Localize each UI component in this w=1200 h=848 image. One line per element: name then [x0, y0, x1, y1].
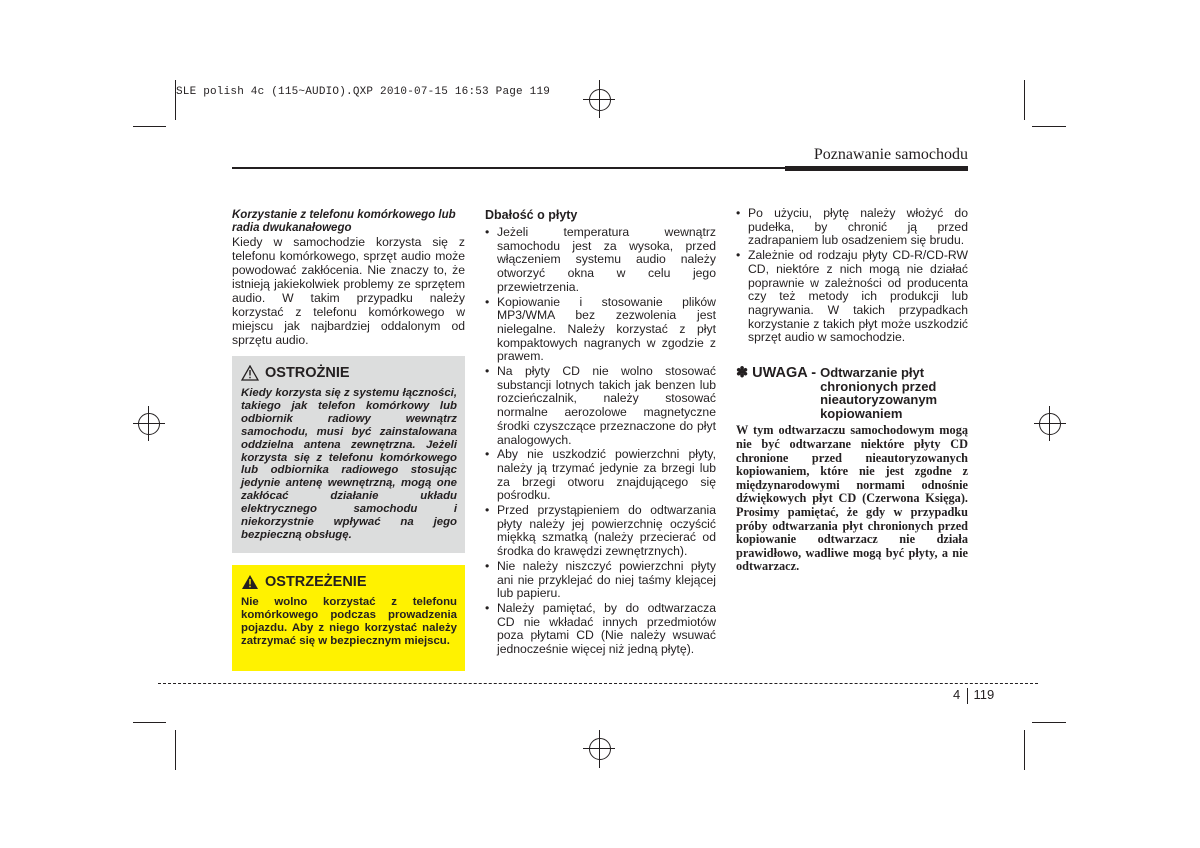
list-item: • Nie należy niszczyć powierzchni płyty ani nie przyklejać do niej taśmy klejącej lub papieru.: [485, 560, 716, 601]
list-item: • Na płyty CD nie wolno stosować substancji lotnych takich jak benzen lub rozcieńczalnik, należy stosować normalne aerozolowe magnetyczne środki czyszczące przeznaczone do płyt analogowych.: [485, 365, 716, 447]
column-2: [485, 208, 716, 658]
list-item: • Przed przystąpieniem do odtwarzania płyty należy jej powierzchnię oczyścić miękką szmatką (należy przecierać od środka do krawędzi zewnętrznych).: [485, 504, 716, 559]
caution-text: Kiedy korzysta się z systemu łączności, takiego jak telefon komórkowy lub odbiornik radiowy wewnątrz samochodu, musi być zainstalowana oddzielna antena zewnętrzna. Jeżeli korzysta się z telefonu komórkowego lub odbiornika radiowego stosując jedynie antenę wewnętrzną, mogą one zakłócać działanie układu elektrycznego samochodu i niekorzystnie wpływać na jego bezpieczną obsługę.: [241, 387, 457, 541]
note-text: W tym odtwarzaczu samochodowym mogą nie być odtwarzane niektóre płyty CD chronione przed nieautoryzowanych kopiowaniem, które nie jest zgodne z międzynarodowymi normami odnośnie dźwiękowych płyt CD (Czerwona Księga). Prosimy pamiętać, że gdy w przypadku próby odtwarzania płyt chronionych przed kopiowanie odtwarzacz nie działa prawidłowo, wadliwe mogą być płyty, a nie odtwarzacz.: [736, 423, 968, 574]
page-number-separator: [967, 688, 968, 704]
phone-use-paragraph: Kiedy w samochodzie korzysta się z telefonu komórkowego, sprzęt audio może powodować zakłócenia. Nie znaczy to, że istnieją jakiekolwiek problemy ze sprzętem audio. W takim przypadku należy korzystać z telefonu komórkowego w miejscu jak najbardziej oddalonym od sprzętu audio.: [232, 235, 465, 347]
note-heading: [736, 365, 968, 420]
chapter-number: 4: [953, 687, 961, 702]
page-number: [953, 687, 994, 702]
page-number-value: 119: [973, 687, 995, 702]
section-title: Poznawanie samochodu: [813, 146, 968, 163]
note-title: Odtwarzanie płyt chronionych przed nieautoryzowanym kopiowaniem: [820, 365, 938, 421]
list-item: • Kopiowanie i stosowanie plików MP3/WMA bez zezwolenia jest nielegalne. Należy korzystać z płyt kompaktowych nagranych w zgodzie z prawem.: [485, 296, 716, 365]
warning-text: Nie wolno korzystać z telefonu komórkowego podczas prowadzenia pojazdu. Aby z niego korzystać należy zatrzymać się w bezpiecznym miejscu.: [241, 596, 457, 647]
warning-box: [232, 565, 465, 671]
warning-triangle-icon: [241, 574, 259, 590]
disc-care-title: Dbałość o płyty: [485, 208, 578, 222]
list-item: • Należy pamiętać, by do odtwarzacza CD nie wkładać innych przedmiotów poza płytami CD (Nie należy wsuwać jednocześnie więcej niż jedną płytę).: [485, 602, 716, 657]
note-label: ✽ UWAGA -: [736, 365, 817, 382]
list-item: • Jeżeli temperatura wewnątrz samochodu jest za wysoka, przed włączeniem systemu audio należy otworzyć okna w celu jego przewietrzenia.: [485, 226, 716, 295]
phone-use-subhead: Korzystanie z telefonu komórkowego lub radia dwukanałowego: [232, 209, 456, 234]
column-1: [232, 209, 465, 347]
warning-title-text: OSTRZEŻENIE: [265, 574, 367, 590]
footer-dotted-rule: [158, 683, 1038, 684]
list-item: • Po użyciu, płytę należy włożyć do pudełka, by chronić ją przed zadrapaniem lub osadzeniem się brudu.: [736, 207, 968, 248]
caution-title: [241, 365, 350, 381]
caution-title-text: OSTROŻNIE: [265, 365, 350, 381]
caution-box: [232, 356, 465, 553]
list-item: • Zależnie od rodzaju płyty CD-R/CD-RW CD, niektóre z nich mogą nie działać poprawnie w zależności od producenta czy też metody ich produkcji lub nagrywania. W takich przypadkach korzystanie z takich płyt może uszkodzić sprzęt audio w samochodzie.: [736, 249, 968, 345]
disc-care-list: [485, 226, 716, 657]
column-3: [736, 207, 968, 574]
disc-care-list-continued: [736, 207, 968, 345]
warning-title: [241, 574, 367, 590]
caution-triangle-icon: [241, 365, 259, 381]
list-item: • Aby nie uszkodzić powierzchni płyty, należy ją trzymać jedynie za brzegi lub za brzegi otworu znajdującego się pośrodku.: [485, 448, 716, 503]
print-slug: SLE polish 4c (115~AUDIO).QXP 2010-07-15 16:53 Page 119: [176, 86, 551, 98]
header-rule-accent: [785, 166, 968, 171]
